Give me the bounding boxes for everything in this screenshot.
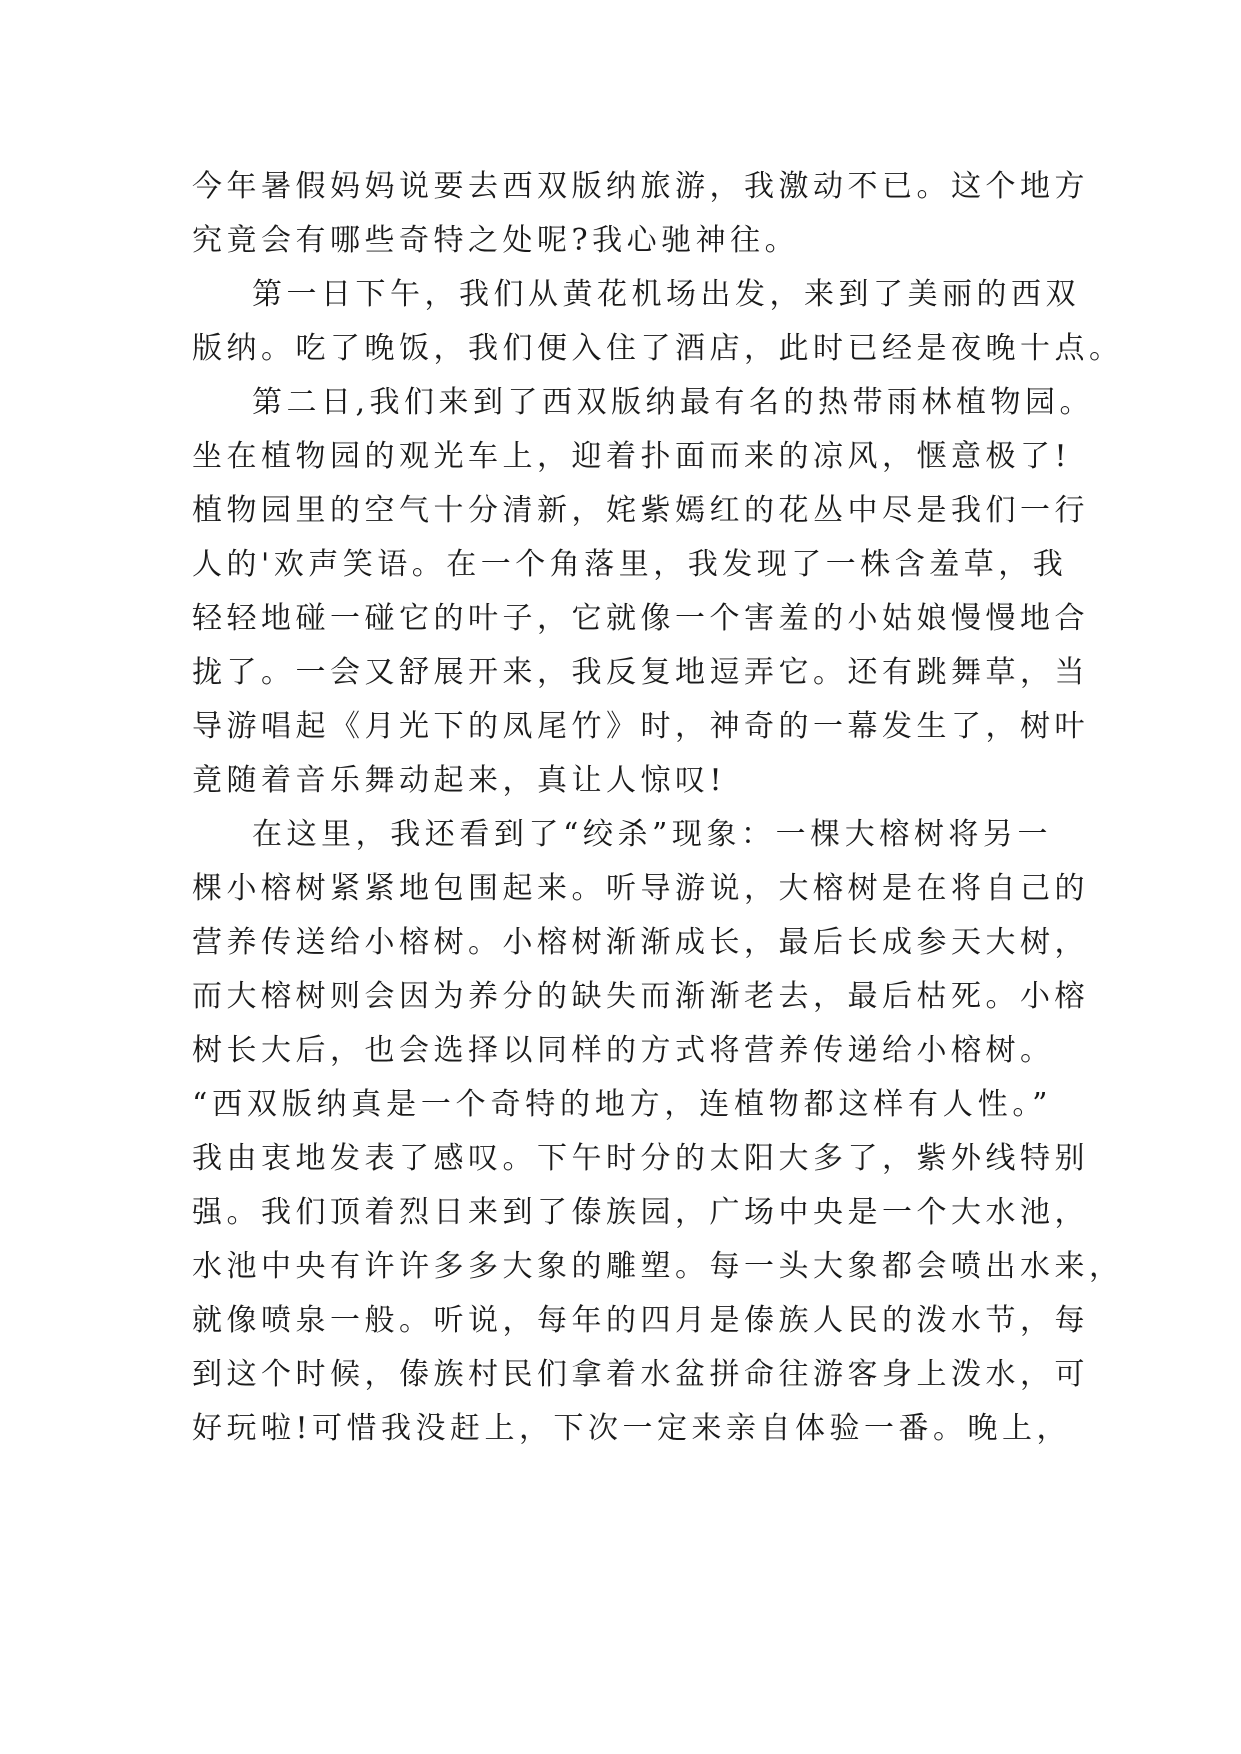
text-line: 轻轻地碰一碰它的叶子，它就像一个害羞的小姑娘慢慢地合 (192, 601, 1089, 636)
text-line: 植物园里的空气十分清新，姹紫嫣红的花丛中尽是我们一行 (192, 493, 1089, 528)
text-line: 拢了。一会又舒展开来，我反复地逗弄它。还有跳舞草，当 (192, 655, 1089, 690)
text-line: 到这个时候，傣族村民们拿着水盆拼命往游客身上泼水，可 (192, 1357, 1089, 1392)
text-line: 就像喷泉一般。听说，每年的四月是傣族人民的泼水节，每 (192, 1303, 1089, 1338)
text-line: 导游唱起《月光下的凤尾竹》时，神奇的一幕发生了，树叶 (192, 709, 1089, 744)
text-line: 好玩啦!可惜我没赶上，下次一定来亲自体验一番。晚上， (192, 1411, 1072, 1446)
text-line: 强。我们顶着烈日来到了傣族园，广场中央是一个大水池， (192, 1195, 1089, 1230)
text-line: 而大榕树则会因为养分的缺失而渐渐老去，最后枯死。小榕 (192, 979, 1089, 1014)
text-line: 我由衷地发表了感叹。下午时分的太阳大多了，紫外线特别 (192, 1141, 1089, 1176)
text-line: “西双版纳真是一个奇特的地方，连植物都这样有人性。” (192, 1087, 1052, 1122)
text-line: 究竟会有哪些奇特之处呢?我心驰神往。 (192, 223, 800, 258)
text-line: 竟随着音乐舞动起来，真让人惊叹! (192, 763, 727, 798)
text-line: 第二日,我们来到了西双版纳最有名的热带雨林植物园。 (252, 385, 1095, 420)
text-line: 水池中央有许许多多大象的雕塑。每一头大象都会喷出水来， (192, 1249, 1124, 1284)
text-line: 版纳。吃了晚饭，我们便入住了酒店，此时已经是夜晚十点。 (192, 331, 1124, 366)
text-line: 今年暑假妈妈说要去西双版纳旅游，我激动不已。这个地方 (192, 169, 1089, 204)
essay-body (192, 160, 1124, 1456)
text-line: 坐在植物园的观光车上，迎着扑面而来的凉风，惬意极了! (192, 439, 1072, 474)
text-line: 第一日下午，我们从黄花机场出发，来到了美丽的西双 (252, 277, 1080, 312)
text-line: 棵小榕树紧紧地包围起来。听导游说，大榕树是在将自己的 (192, 871, 1089, 906)
text-line: 营养传送给小榕树。小榕树渐渐成长，最后长成参天大树， (192, 925, 1089, 960)
text-line: 在这里，我还看到了“绞杀”现象：一棵大榕树将另一 (252, 817, 1052, 852)
text-line: 人的'欢声笑语。在一个角落里，我发现了一株含羞草，我 (192, 547, 1068, 582)
text-line: 树长大后，也会选择以同样的方式将营养传递给小榕树。 (192, 1033, 1055, 1068)
